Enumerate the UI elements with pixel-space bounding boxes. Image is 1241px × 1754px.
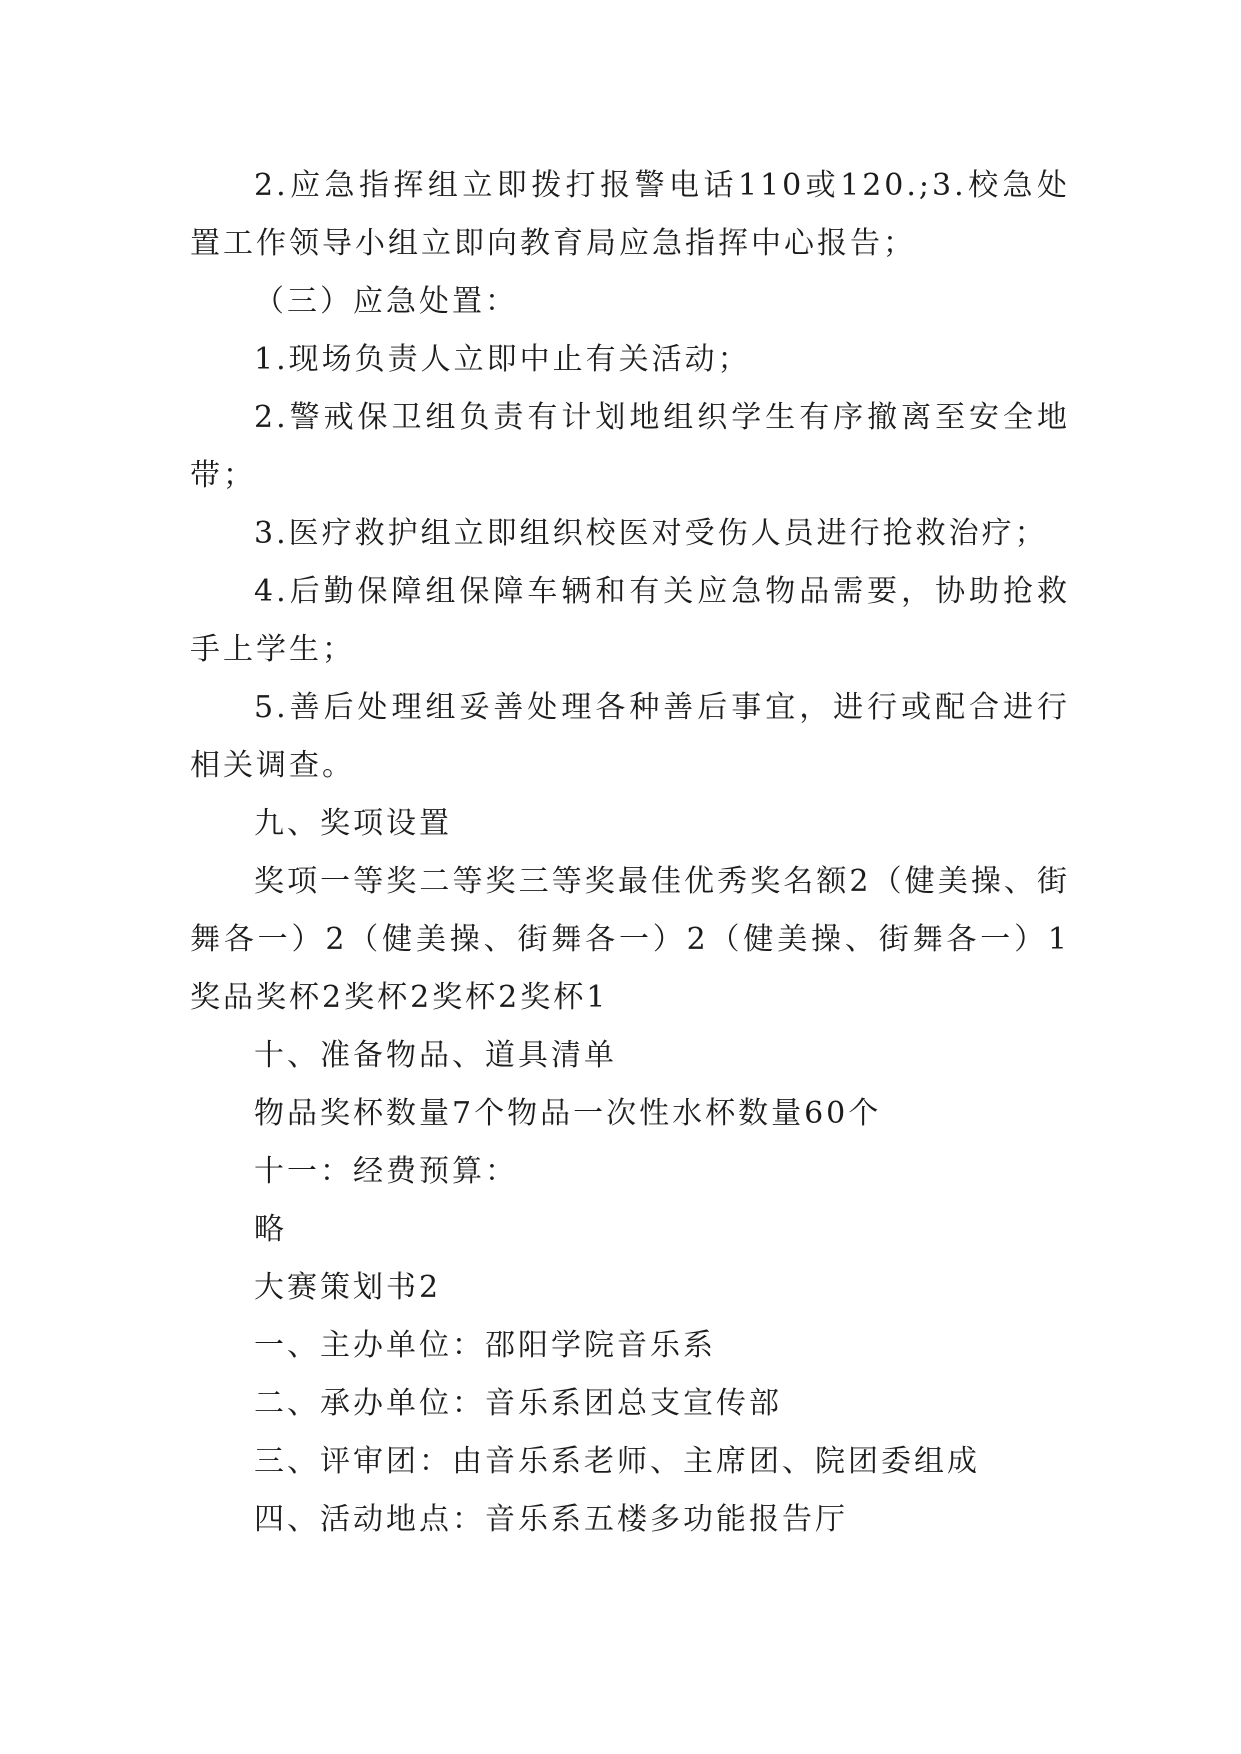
paragraph-step-3: 3.医疗救护组立即组织校医对受伤人员进行抢救治疗；: [254, 516, 1048, 551]
paragraph-host: 二、承办单位：音乐系团总支宣传部: [254, 1386, 782, 1421]
paragraph-supplies-detail: 物品奖杯数量7个物品一次性水杯数量60个: [254, 1096, 882, 1131]
paragraph-venue: 四、活动地点：音乐系五楼多功能报告厅: [254, 1502, 848, 1537]
paragraph-section-emergency-handling: （三）应急处置：: [254, 284, 518, 319]
paragraph-step-2: 2.警戒保卫组负责有计划地组织学生有序撤离至安全地带；: [190, 400, 1070, 493]
paragraph-emergency-call: 2.应急指挥组立即拨打报警电话110或120.;3.校急处置工作领导小组立即向教育局应急指挥中心报告；: [190, 168, 1070, 261]
heading-awards: 九、奖项设置: [254, 806, 452, 841]
paragraph-organizer: 一、主办单位：邵阳学院音乐系: [254, 1328, 716, 1363]
paragraph-awards-detail: 奖项一等奖二等奖三等奖最佳优秀奖名额2（健美操、街舞各一）2（健美操、街舞各一）2（健美操、街舞各一）1奖品奖杯2奖杯2奖杯2奖杯1: [190, 864, 1070, 1015]
paragraph-budget-detail: 略: [254, 1212, 287, 1247]
heading-budget: 十一：经费预算：: [254, 1154, 518, 1189]
heading-plan-2: 大赛策划书2: [254, 1270, 442, 1305]
paragraph-jury: 三、评审团：由音乐系老师、主席团、院团委组成: [254, 1444, 980, 1479]
document-body: [190, 157, 1070, 1549]
paragraph-step-5: 5.善后处理组妥善处理各种善后事宜，进行或配合进行相关调查。: [190, 690, 1070, 783]
paragraph-step-4: 4.后勤保障组保障车辆和有关应急物品需要，协助抢救手上学生；: [190, 574, 1070, 667]
paragraph-step-1: 1.现场负责人立即中止有关活动；: [254, 342, 751, 377]
heading-supplies: 十、准备物品、道具清单: [254, 1038, 617, 1073]
